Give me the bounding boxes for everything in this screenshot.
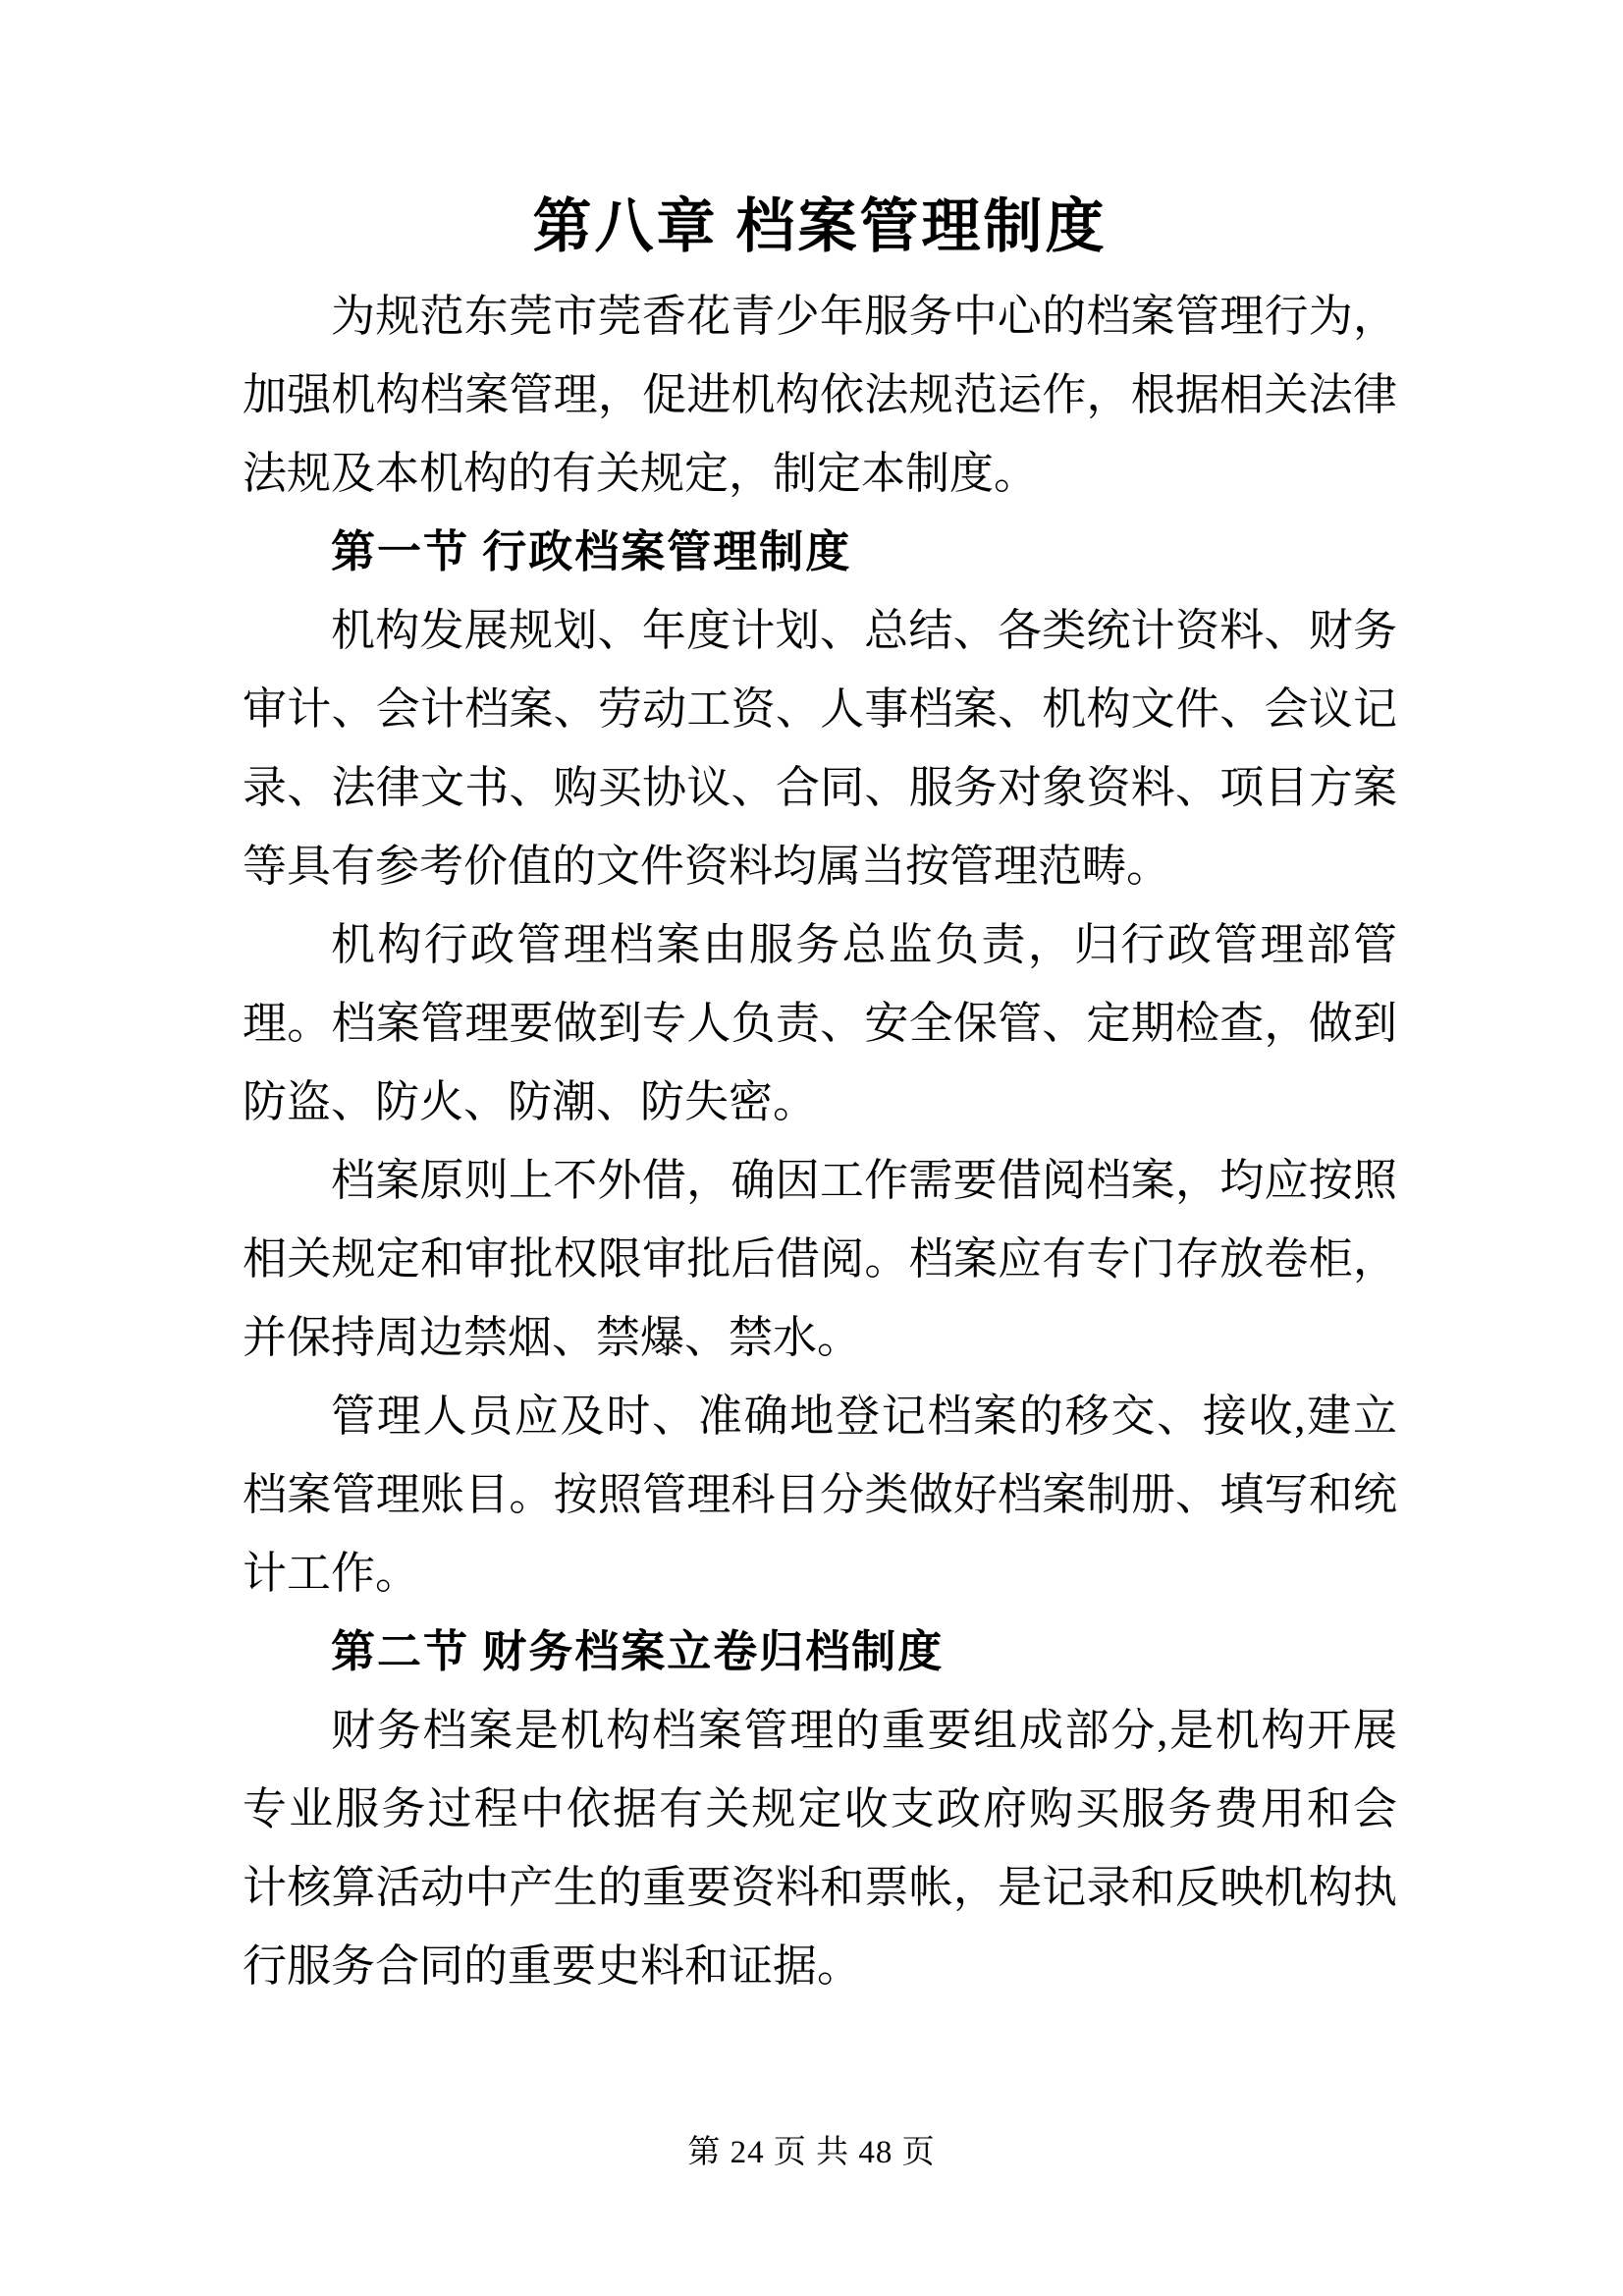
text-line: 机构发展规划、年度计划、总结、各类统计资料、财务 [331, 606, 1397, 655]
text-line: 理。档案管理要做到专人负责、安全保管、定期检查，做到 [243, 999, 1397, 1048]
paragraph [243, 1141, 1397, 1377]
text-line: 录、法律文书、购买协议、合同、服务对象资料、项目方案 [243, 763, 1397, 812]
text-line: 专业服务过程中依据有关规定收支政府购买服务费用和会 [243, 1784, 1397, 1833]
text-line: 法规及本机构的有关规定，制定本制度。 [243, 449, 1039, 498]
text-line: 档案原则上不外借，确因工作需要借阅档案，均应按照 [331, 1156, 1397, 1205]
paragraph [243, 1377, 1397, 1613]
section-heading: 第二节 财务档案立卷归档制度 [331, 1627, 945, 1676]
text-line: 计核算活动中产生的重要资料和票帐，是记录和反映机构执 [243, 1863, 1397, 1912]
text-line: 相关规定和审批权限审批后借阅。档案应有专门存放卷柜， [243, 1234, 1397, 1284]
section-heading: 第一节 行政档案管理制度 [331, 527, 852, 576]
text-line: 管理人员应及时、准确地登记档案的移交、接收,建立 [331, 1392, 1397, 1441]
chapter-title: 第八章 档案管理制度 [532, 194, 1108, 259]
text-line: 并保持周边禁烟、禁爆、禁水。 [243, 1313, 862, 1362]
text-line: 为规范东莞市莞香花青少年服务中心的档案管理行为， [331, 292, 1397, 341]
text-line: 行服务合同的重要史料和证据。 [243, 1941, 862, 1991]
document-body [243, 187, 1397, 2005]
text-line: 档案管理账目。按照管理科目分类做好档案制册、填写和统 [243, 1470, 1397, 1519]
paragraph [243, 1691, 1397, 2005]
paragraph [243, 591, 1397, 905]
paragraph [243, 277, 1397, 513]
text-line: 等具有参考价值的文件资料均属当按管理范畴。 [243, 842, 1171, 891]
text-line: 防盗、防火、防潮、防失密。 [243, 1077, 818, 1126]
document-body-blocks [243, 277, 1397, 2005]
text-line: 计工作。 [243, 1549, 420, 1598]
text-line: 加强机构档案管理，促进机构依法规范运作，根据相关法律 [243, 370, 1397, 419]
text-line: 审计、会计档案、劳动工资、人事档案、机构文件、会议记 [243, 684, 1397, 734]
text-line: 财务档案是机构档案管理的重要组成部分,是机构开展 [331, 1706, 1397, 1755]
paragraph [243, 905, 1397, 1141]
text-line: 机构行政管理档案由服务总监负责，归行政管理部管 [331, 920, 1397, 969]
page-number-footer: 第 24 页 共 48 页 [687, 2135, 936, 2170]
